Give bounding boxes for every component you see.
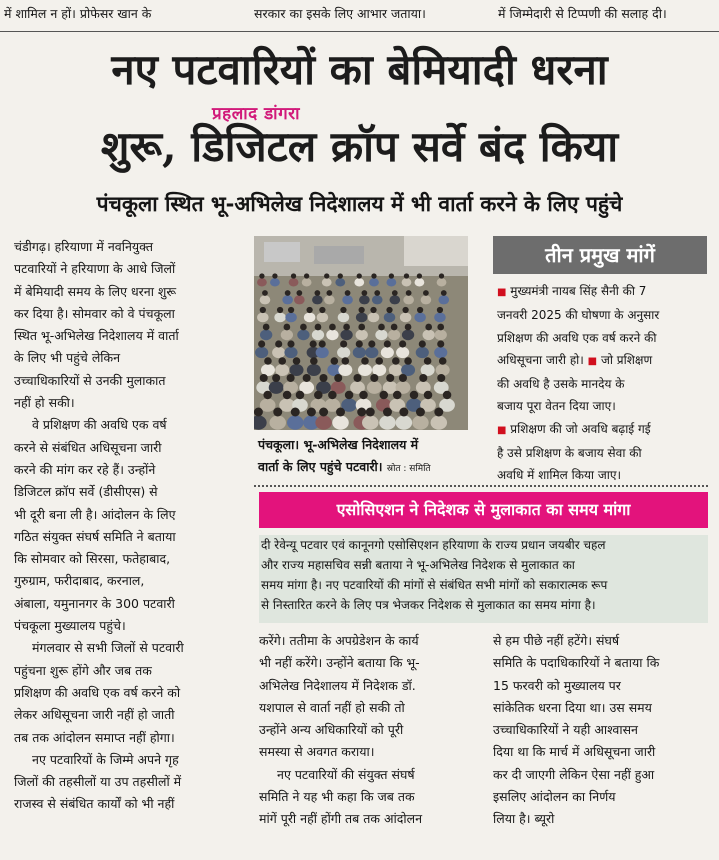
strip-col-3: में जिम्मेदारी से टिप्पणी की सलाह दी। [498, 6, 667, 21]
text-line: मांगें पूरी नहीं होंगी तब तक आंदोलन [259, 811, 423, 827]
caption-line-2: वार्ता के लिए पहुंचे पटवारी। [258, 459, 383, 474]
strip-col-1: में शामिल न हों। प्रोफेसर खान के [4, 6, 152, 21]
byline: प्रहलाद डांगरा [212, 104, 300, 124]
text-line: लिया है। ब्यूरो [493, 811, 555, 827]
text-line: कि सोमवार को सिरसा, फतेहाबाद, [14, 551, 171, 567]
text-line: यशपाल से वार्ता नहीं हो सकी तो [259, 699, 405, 715]
text-line: नहीं हो सकी। [14, 395, 75, 411]
association-title: एसोसिएशन ने निदेशक से मुलाकात का समय मांगा [259, 492, 708, 528]
text-line: अभिलेख निदेशालय में निदेशक डॉ. [259, 677, 416, 693]
text-line: अंबाला, यमुनानगर के 300 पटवारी [14, 595, 175, 611]
demand-line: प्रशिक्षण की जो अवधि बढ़ाई गई [510, 421, 651, 436]
association-line: और राज्य महासचिव सन्नी बताया ने भू-अभिलेख निदेशक से मुलाकात का [261, 558, 575, 572]
association-line: से निस्तारित करने के लिए पत्र भेजकर निदेशक से मुलाकात का समय मांगा है। [261, 598, 596, 612]
headline-line-2: शुरू, डिजिटल क्रॉप सर्वे बंद किया [100, 122, 619, 171]
text-line: तब तक आंदोलन समाप्त नहीं होगा। [14, 729, 175, 745]
text-line: करने की मांग कर रहे हैं। उन्होंने [14, 461, 156, 477]
text-line: भी दूरी बना ली है। आंदोलन के लिए [14, 506, 176, 522]
top-divider [0, 31, 719, 32]
demand-line: प्रशिक्षण की अवधि एक वर्ष करने की [497, 330, 657, 345]
text-line: डिजिटल क्रॉप सर्वे (डीसीएस) से [14, 484, 158, 500]
text-line: प्रशिक्षण की अवधि एक वर्ष करने को [14, 684, 181, 700]
left-column [14, 236, 240, 844]
bullet-icon: ■ [497, 287, 507, 298]
association-line: समय मांगा है। नए पटवारियों की मांगों से संबंधित सभी मांगों को सकारात्मक रूप [261, 578, 608, 592]
bullet-icon: ■ [497, 424, 507, 436]
text-line: उन्होंने अन्य अधिकारियों को पूरी [259, 722, 404, 738]
demand-line: मुख्यमंत्री नायब सिंह सैनी की 7 [510, 284, 647, 298]
text-line: नए पटवारियों की संयुक्त संघर्ष [277, 766, 415, 782]
text-line: इसलिए आंदोलन का निर्णय [493, 789, 616, 805]
text-line: नए पटवारियों के जिम्मे अपने गृह [32, 751, 179, 767]
text-line: समस्या से अवगत कराया। [259, 744, 375, 760]
text-line: राजस्व से संबंधित कार्यों को भी नहीं [14, 796, 175, 812]
headline-line-1: नए पटवारियों का बेमियादी धरना [111, 45, 608, 94]
text-line: मंगलवार से सभी जिलों से पटवारी [32, 640, 184, 656]
caption-line-1: पंचकूला। भू-अभिलेख निदेशालय में [258, 437, 419, 452]
photo-caption [258, 434, 472, 480]
text-line: पहुंचना शुरू होंगे और जब तक [14, 662, 152, 678]
text-line: कर दी जाएगी लेकिन ऐसा नहीं हुआ [493, 766, 655, 782]
demand-line: जनवरी 2025 की घोषणा के अनुसार [497, 308, 660, 323]
text-line: में बेमियादी समय के लिए धरना शुरू [14, 283, 177, 299]
text-line: भी नहीं करेंगे। उन्होंने बताया कि भू- [259, 655, 420, 671]
text-line: से हम पीछे नहीं हटेंगे। संघर्ष [493, 633, 620, 648]
next-article-cutoff [0, 846, 719, 860]
text-line: के लिए भी पहुंचे लेकिन [14, 350, 121, 366]
text-line: 15 फरवरी को मुख्यालय पर [493, 677, 621, 693]
previous-article-strip [0, 0, 719, 30]
association-text [259, 535, 708, 623]
text-line: स्थित भू-अभिलेख निदेशालय में वार्ता [14, 328, 179, 344]
demand-line: है उसे प्रशिक्षण के बजाय सेवा की [497, 446, 642, 461]
demand-line: अधिसूचना जारी हो। [497, 352, 584, 367]
text-line: करने से संबंधित अधिसूचना जारी [14, 439, 162, 455]
right-column [493, 630, 709, 842]
text-line: उच्चाधिकारियों से उनकी मुलाकात [14, 372, 166, 388]
middle-column [259, 630, 477, 842]
text-line: वे प्रशिक्षण की अवधि एक वर्ष [32, 417, 167, 433]
crowd-image [254, 236, 468, 430]
text-line: समिति के पदाधिकारियों ने बताया कि [493, 655, 660, 671]
protest-photo [254, 236, 468, 430]
text-line: कर दिया है। सोमवार को वे पंचकूला [14, 305, 175, 321]
strip-col-2: सरकार का इसके लिए आभार जताया। [254, 6, 426, 21]
demands-list [497, 280, 709, 487]
text-line: चंडीगढ़। हरियाणा में नवनियुक्त [14, 239, 153, 254]
text-line: जिलों की तहसीलों या उप तहसीलों में [14, 774, 182, 790]
text-line: सांकेतिक धरना दिया था। उस समय [493, 699, 652, 715]
dotted-divider [254, 485, 708, 487]
demand-line: अवधि में शामिल किया जाए। [497, 468, 622, 483]
text-line: समिति ने यह भी कहा कि जब तक [259, 789, 415, 805]
text-line: लेकर अधिसूचना जारी नहीं हो जाती [14, 707, 175, 723]
demand-line: की अवधि है उसके मानदेय के [497, 377, 625, 392]
demands-title: तीन प्रमुख मांगें [493, 236, 707, 274]
text-line: उच्चाधिकारियों ने यही आश्वासन [493, 722, 638, 738]
text-line: पंचकूला मुख्यालय पहुंचे। [14, 618, 126, 634]
text-line: दिया था कि मार्च में अधिसूचना जारी [493, 744, 656, 760]
subheadline: पंचकूला स्थित भू-अभिलेख निदेशालय में भी वार्ता करने के लिए पहुंचे [96, 192, 623, 216]
association-line: दी रेवेन्यू पटवार एवं कानूनगो एसोसिएशन हरियाणा के राज्य प्रधान जयबीर चहल [261, 538, 606, 552]
text-line: करेंगे। ततीमा के अपग्रेडेशन के कार्य [259, 633, 419, 648]
text-line: पटवारियों ने हरियाणा के आधे जिलों [14, 261, 176, 277]
text-line: गुरुग्राम, फरीदाबाद, करनाल, [14, 573, 145, 589]
demand-line: जो प्रशिक्षण [600, 352, 653, 367]
bullet-icon: ■ [587, 355, 598, 367]
text-line: गठित संयुक्त संघर्ष समिति ने बताया [14, 528, 176, 544]
demand-line: बजाय पूरा वेतन दिया जाए। [497, 399, 616, 414]
photo-source: स्रोत : समिति [386, 464, 431, 474]
